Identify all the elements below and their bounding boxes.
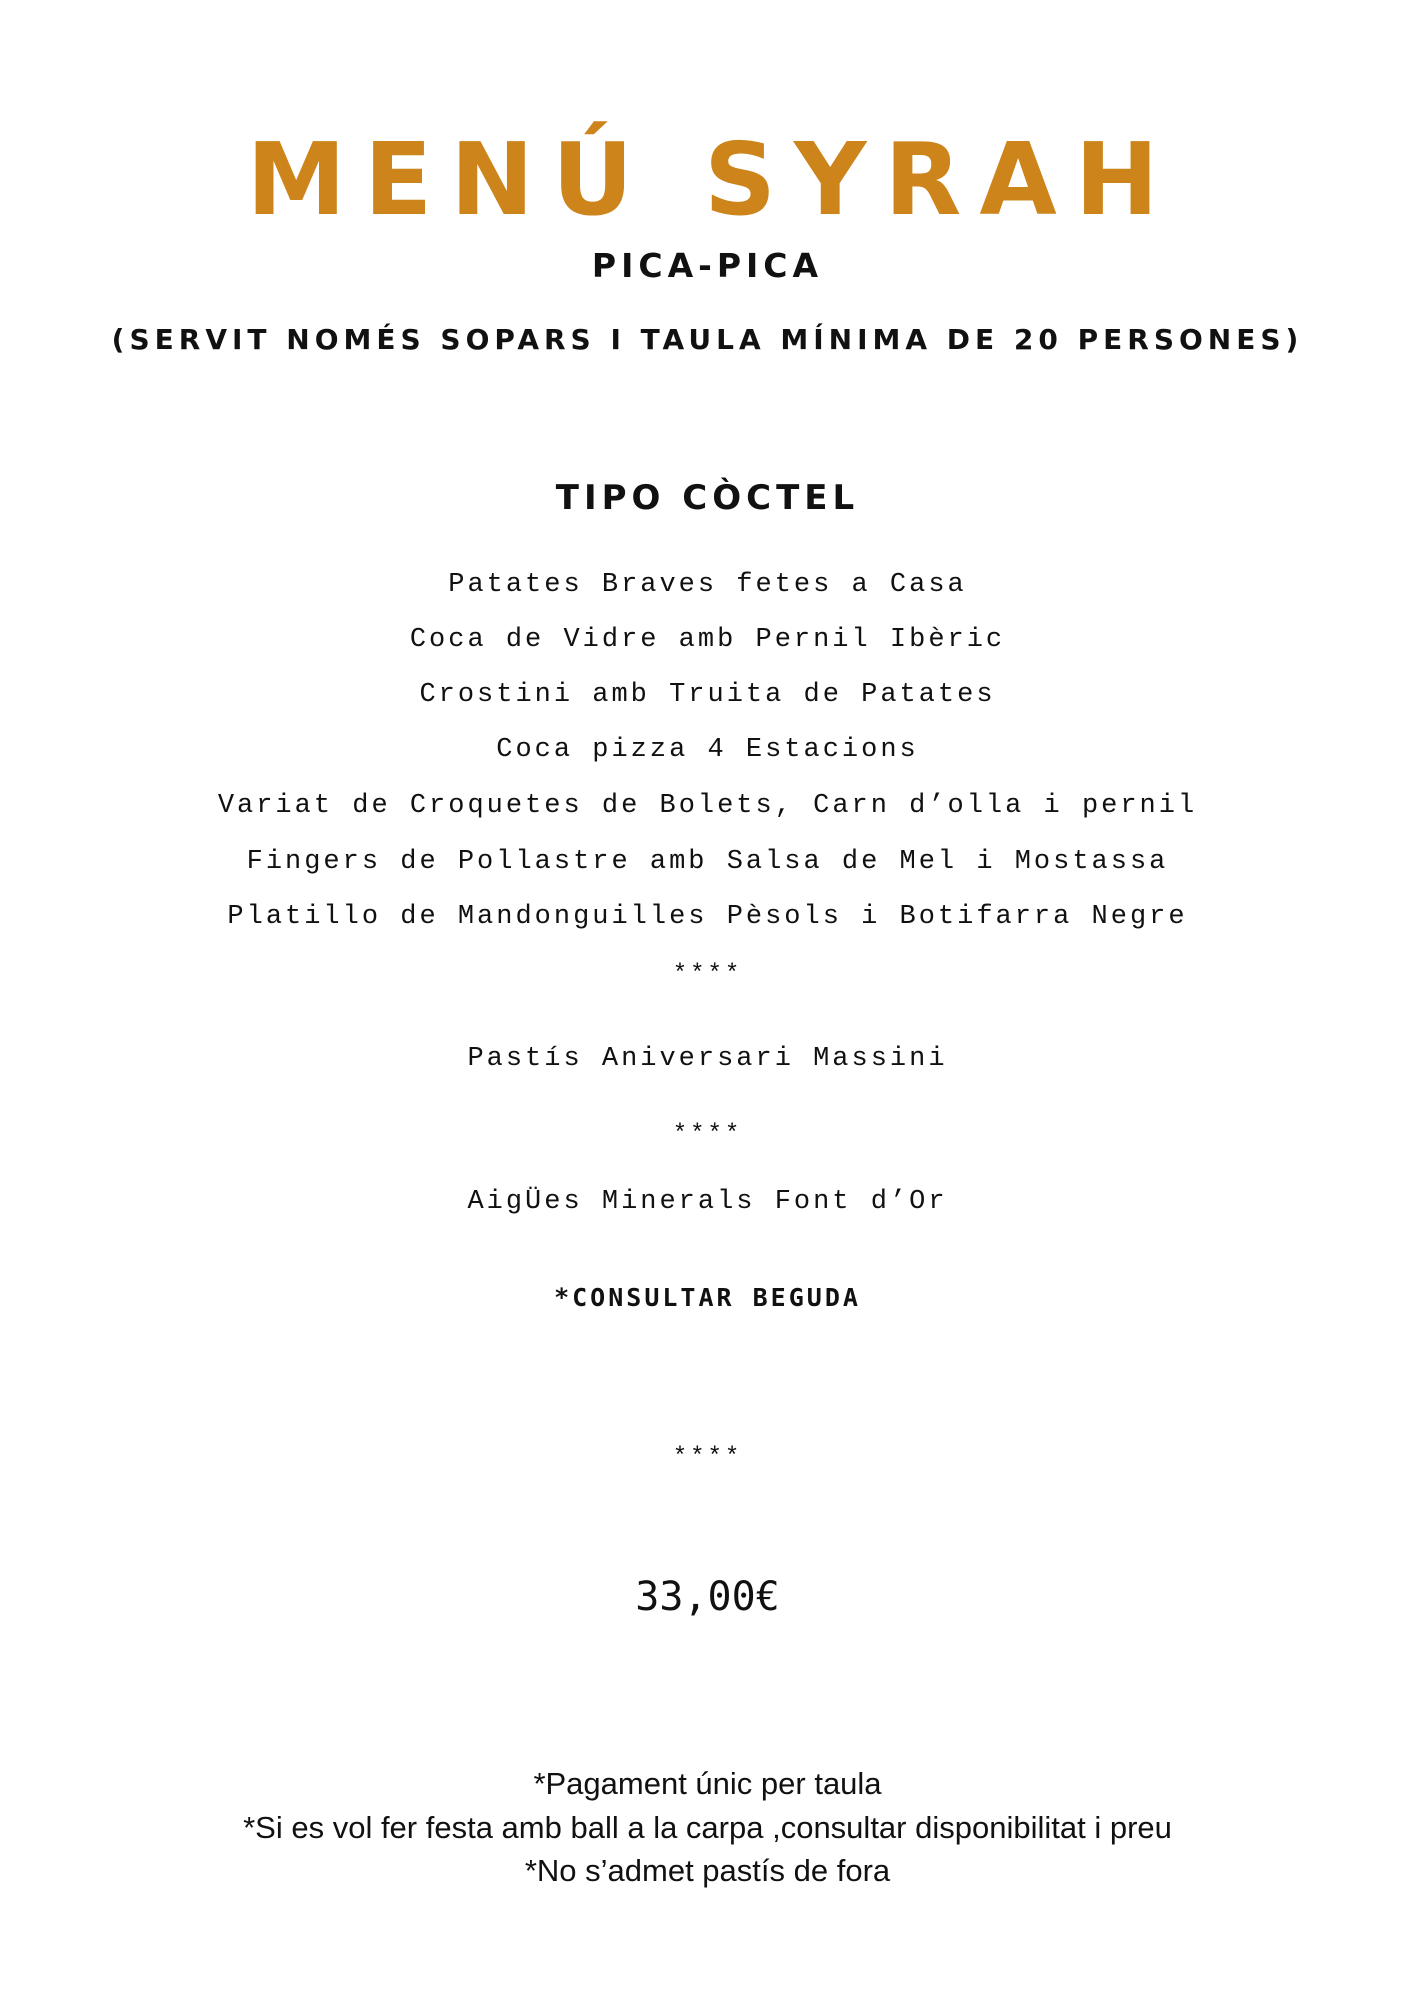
dessert-item: Pastís Aniversari Massini <box>467 1044 948 1074</box>
separator: **** <box>672 1444 743 1471</box>
menu-item: Platillo de Mandonguilles Pèsols i Botifarra Negre <box>227 902 1188 932</box>
separator: **** <box>672 961 743 988</box>
menu-item: Fingers de Pollastre amb Salsa de Mel i Mostassa <box>246 847 1169 877</box>
menu-item: Crostini amb Truita de Patates <box>419 680 996 710</box>
service-note: (SERVIT NOMÉS SOPARS I TAULA MÍNIMA DE 20 PERSONES) <box>111 323 1304 356</box>
menu-item: Coca pizza 4 Estacions <box>496 735 919 765</box>
menu-item: Coca de Vidre amb Pernil Ibèric <box>409 625 1006 655</box>
water-item: AigÜes Minerals Font d’Or <box>467 1187 948 1217</box>
footer-note: *No s’admet pastís de fora <box>524 1853 891 1888</box>
drinks-note: *CONSULTAR BEGUDA <box>554 1283 861 1312</box>
price: 33,00€ <box>635 1574 780 1620</box>
menu-item: Patates Braves fetes a Casa <box>448 570 967 600</box>
menu-item: Variat de Croquetes de Bolets, Carn d’olla i pernil <box>217 791 1198 821</box>
menu-title: MENÚ SYRAH <box>246 121 1177 238</box>
section-heading: TIPO CÒCTEL <box>555 478 860 518</box>
separator: **** <box>672 1121 743 1148</box>
footer-note: *Pagament únic per taula <box>533 1766 882 1801</box>
menu-subtitle: PICA-PICA <box>591 246 824 285</box>
footer-note: *Si es vol fer festa amb ball a la carpa ,consultar disponibilitat i preu <box>243 1810 1172 1845</box>
